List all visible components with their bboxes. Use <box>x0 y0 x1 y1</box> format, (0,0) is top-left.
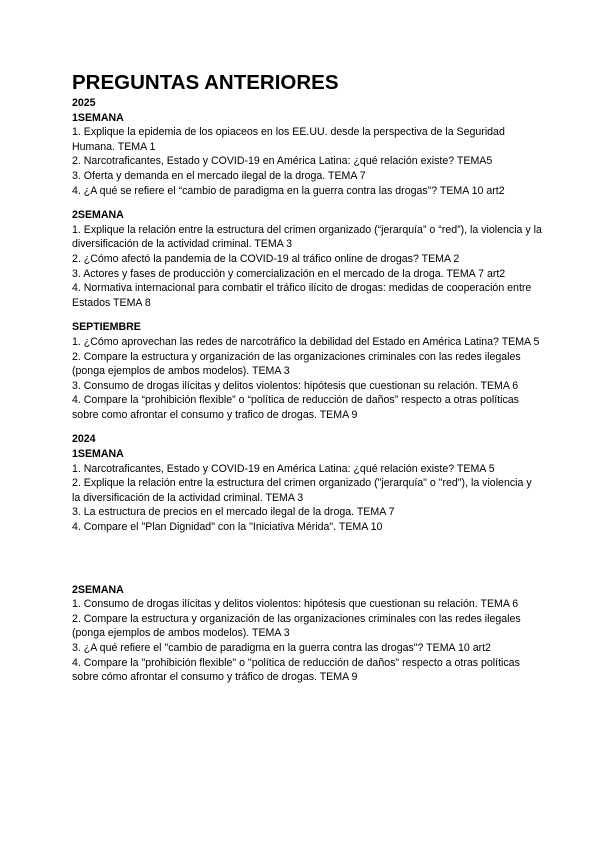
question-item: 3. Actores y fases de producción y comercialización en el mercado de la droga. TEMA 7 art2 <box>72 267 506 280</box>
year-heading-2025: 2025 <box>72 97 96 109</box>
question-item: 4. Compare el "Plan Dignidad" con la "Iniciativa Mérida". TEMA 10 <box>72 521 383 534</box>
section-heading-2025-2semana: 2SEMANA <box>72 209 124 222</box>
section-heading-2024-1semana: 1SEMANA <box>72 448 124 461</box>
question-item: 2. Compare la estructura y organización de las organizaciones criminales con las redes ilegales (ponga ejemplos de ambos modelos). TEMA 3 <box>72 612 521 640</box>
year-heading-2024: 2024 <box>72 433 96 446</box>
question-item: 1. Consumo de drogas ilícitas y delitos violentos: hipótesis que cuestionan su relación. TEMA 6 <box>72 598 519 611</box>
section-heading-2025-1semana: 1SEMANA <box>72 111 124 124</box>
question-item: 3. La estructura de precios en el mercado ilegal de la droga. TEMA 7 <box>72 506 395 519</box>
question-item: 2. Narcotraficantes, Estado y COVID-19 en América Latina: ¿qué relación existe? TEMA5 <box>72 155 493 168</box>
section-heading-2025-septiembre: SEPTIEMBRE <box>72 321 141 334</box>
document-content <box>72 70 542 685</box>
question-item: 4. Compare la "prohibición flexible" o "política de reducción de daños" respecto a otras políticas sobre cómo afrontar el consumo y tráfico de drogas. TEMA 9 <box>72 656 520 684</box>
question-item: 1. ¿Cómo aprovechan las redes de narcotráfico la debilidad del Estado en América Latina? TEMA 5 <box>72 335 540 348</box>
question-item: 1. Explique la relación entre la estructura del crimen organizado (“jerarquía” o “red”), la violencia y la diversificación de la actividad criminal. TEMA 3 <box>72 223 542 251</box>
question-item: 3. ¿A qué refiere el "cambio de paradigma en la guerra contra las drogas"? TEMA 10 art2 <box>72 642 491 654</box>
question-item: 4. ¿A qué se refiere el “cambio de paradigma en la guerra contra las drogas”? TEMA 10 art2 <box>72 184 505 197</box>
question-item: 2. ¿Cómo afectó la pandemia de la COVID-19 al tráfico online de drogas? TEMA 2 <box>72 252 460 265</box>
question-item: 3. Consumo de drogas ilícitas y delitos violentos: hipótesis que cuestionan su relación. TEMA 6 <box>72 379 519 392</box>
section-heading-2024-2semana: 2SEMANA <box>72 583 124 596</box>
question-item: 1. Narcotraficantes, Estado y COVID-19 en América Latina: ¿qué relación existe? TEMA 5 <box>72 462 495 475</box>
question-item: 1. Explique la epidemia de los opiaceos en los EE.UU. desde la perspectiva de la Seguridad Humana. TEMA 1 <box>72 126 505 153</box>
question-item: 2. Explique la relación entre la estructura del crimen organizado ("jerarquía" o "red"), la violencia y la diversificación de la actividad criminal. TEMA 3 <box>72 477 532 504</box>
question-item: 4. Compare la “prohibición flexible” o “política de reducción de daños” respecto a otras políticas sobre como afrontar el consumo y trafico de drogas. TEMA 9 <box>72 394 519 421</box>
question-item: 3. Oferta y demanda en el mercado ilegal de la droga. TEMA 7 <box>72 169 366 182</box>
question-item: 2. Compare la estructura y organización de las organizaciones criminales con las redes ilegales (ponga ejemplos de ambos modelos). TEMA 3 <box>72 350 521 378</box>
page-title: PREGUNTAS ANTERIORES <box>72 71 339 94</box>
question-item: 4. Normativa internacional para combatir el tráfico ilícito de drogas: medidas de cooperación entre Estados TEMA 8 <box>72 282 532 309</box>
